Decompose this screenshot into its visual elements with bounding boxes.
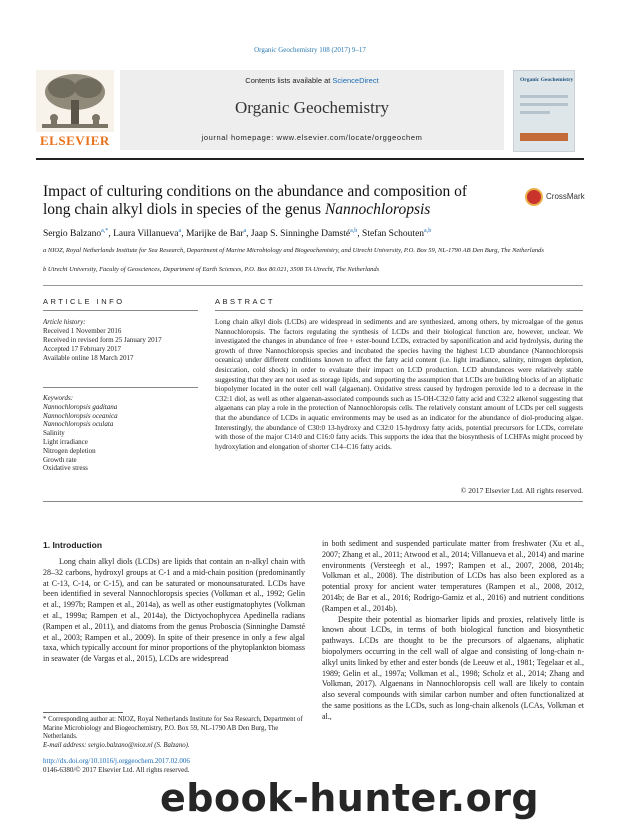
author-affiliation-mark[interactable]: a,b: [350, 228, 358, 234]
author-list: Sergio Balzano$^{a,*}$, Laura Villanueva$^a$, Marijke de Bar$^a$, Jaap S. Sinninghe Damsté$^{a,b}$, Stefan Schouten$^{a,b}$: [43, 228, 432, 240]
author-affiliation-mark[interactable]: a,*: [101, 228, 109, 234]
article-info-rule: [43, 310, 198, 311]
watermark-text: ebook-hunter.org: [160, 776, 540, 820]
section-rule: [43, 285, 583, 286]
footnote-rule: [43, 712, 123, 713]
keyword: Light irradiance: [43, 437, 88, 446]
article-info-heading: ARTICLE INFO: [43, 297, 125, 306]
keywords-rule: [43, 387, 198, 388]
contents-line: [120, 76, 504, 85]
sciencedirect-link[interactable]: ScienceDirect: [332, 76, 379, 85]
cover-decoration: [520, 103, 568, 106]
title-line-1: Impact of culturing conditions on the abundance and composition of: [43, 183, 467, 200]
crossmark-icon: [525, 188, 543, 206]
keyword: Nannochloropsis oculata: [43, 420, 114, 429]
abstract-text: Long chain alkyl diols (LCDs) are widespread in sediments and are synthesized, among others, by microalgae of the genus Nannochloropsis. The factors regulating the synthesis of LCDs and their biological function are, however, unclear. We investigated the changes in abundance of free + ester-bound LCDs, extracted by saponification and acid hydrolysis, during the growth of three Nannochloropsis species and incubated the species having the highest LCD abundance (Nannochloropsis oceanica) under different conditions known to affect the fatty acid content (i.e. light irradiance, salinity, nitrogen depletion, desiccation, cold shock) in order to evaluate their impact on LCD production. LCD abundances were relatively stable suggesting that they are not used as storage lipids, and supporting the assumption that LCDs are building blocks of an aliphatic biopolymer located in the outer cell wall (algaenan). Oxidative stress caused by hydrogen peroxide led to a decrease in the C32:1 diol, as well as other algaenan-associated compounds such as 15-OH-C32:0 fatty acid and C32:2 alkenol suggesting that algaenans can play a role in the protection of Nannochloropsis cells. The relatively constant amount of LCDs per cell suggests that the abundance of LCDs in aquatic environments may be used as an indicator for the abundance of diol-producing algae. Interestingly, the abundance of C30:0 13-hydroxy and C32:0 15-hydroxy fatty acids, potential precursors for LCDs, correlate with those of the major C14:0 and C16:0 fatty acids. This supports the idea that the biosynthesis of LCHFAs might proceed by hydroxylation and elongation of shorter C14–C16 fatty acids.: [215, 318, 583, 451]
body-column-right: [322, 539, 584, 723]
history-item: Received 1 November 2016: [43, 327, 122, 335]
publisher-name: ELSEVIER: [40, 133, 110, 148]
copyright-notice: © 2017 Elsevier Ltd. All rights reserved.: [460, 486, 583, 495]
crossmark-button[interactable]: [525, 186, 585, 210]
header-rule: [36, 158, 584, 160]
cover-decoration: [520, 133, 568, 141]
doi-block: [43, 757, 305, 775]
journal-cover-thumbnail: [513, 70, 575, 152]
body-rule: [43, 501, 583, 502]
doi-link[interactable]: http://dx.doi.org/10.1016/j.orggeochem.2017.02.006: [43, 757, 190, 765]
paragraph: Despite their potential as biomarker lipids and proxies, relatively little is known about LCDs, in terms of both biological function and biosynthetic pathways. LCDs are thought to be the precursors of algaenans, aliphatic biopolymers occurring in the cell wall of algae and consisting of long-chain n-alkyl units linked by ether and ester bonds (de Leeuw et al., 1981; Tegelaar et al., 1989; Gelin et al., 1997a; Volkman et al., 1998; Scholz et al., 2014; Zhang and Volkman, 2017). Algaenans in Nannochloropsis cell wall are likely to contain also several compounds with similar carbon number and often functionalized at the same positions as the LCDs, such as long-chain alkenols (LCAs, Volkman et al.,: [322, 614, 584, 721]
cover-title: Organic Geochemistry: [520, 77, 574, 83]
keyword: Nannochloropsis oceanica: [43, 411, 118, 420]
cover-decoration: [520, 111, 550, 114]
abstract-heading: ABSTRACT: [215, 297, 276, 306]
abstract-rule: [215, 310, 583, 311]
keywords-list: [43, 394, 198, 473]
history-item: Received in revised form 25 January 2017: [43, 336, 162, 344]
issn-line: 0146-6380/© 2017 Elsevier Ltd. All rights reserved.: [43, 766, 190, 774]
author-affiliation-mark[interactable]: a: [178, 228, 182, 234]
keyword: Nannochloropsis gaditana: [43, 402, 118, 411]
paragraph: in both sediment and suspended particulate matter from freshwater (Xu et al., 2007; Zhang et al., 2011; Atwood et al., 2014; Villanueva et al., 2014) and marine environments (Versteegh et al., 1997; Rampen et al., 2007, 2008, 2014b; Volkman et al., 2008). The distribution of LCDs has also been explored as a potential proxy for ancient water temperatures (Rampen et al., 2008, 2012, 2014b; de Bar et al., 2016; Rodrigo-Gamiz et al., 2016) and nutrient conditions (Rampen et al., 2014b).: [322, 539, 584, 613]
email-line[interactable]: E-mail address: sergio.balzano@nioz.nl (S. Balzano).: [43, 741, 190, 749]
journal-homepage[interactable]: journal homepage: www.elsevier.com/locate/orggeochem: [201, 133, 423, 142]
author-name[interactable]: Jaap S. Sinninghe Damsté: [250, 229, 351, 240]
keyword: Salinity: [43, 429, 65, 438]
footnote-text: * Corresponding author at: NIOZ, Royal Netherlands Institute for Sea Research, Department of Marine Microbiology and Biogeochemistry, P.O. Box 59, NL-1790 AB Den Burg, The Netherlands.: [43, 716, 303, 740]
introduction-heading: 1. Introduction: [43, 540, 103, 550]
contents-prefix: Contents lists available at: [245, 76, 333, 85]
affiliation-b: b Utrecht University, Faculty of Geosciences, Department of Earth Sciences, P.O. Box 80.021, 3508 TA Utrecht, The Netherlands: [43, 266, 380, 273]
body-column-left: Long chain alkyl diols (LCDs) are lipids that contain an n-alkyl chain with 28–32 carbons, hydroxyl groups at C-1 and a mid-chain position (predominantly at C-13, C-14, or C-15), and can be saturated or monounsaturated. LCDs have been identified in several Nannochloropsis species (Volkman et al., 1992; Gelin et al., 1997b; Rampen et al., 2014a), as well as other eustigmatophytes (Volkman et al., 1999a; Rampen et al., 2014a), the Dictyochophycea Apedinella radians (Rampen et al., 2011), and diatoms from the genus Proboscia (Sinninghe Damsté et al., 2003; Rampen et al., 2009). In spite of their presence in only a few algal taxa, which typically account for minor proportions of the phytoplankton biomass in seawater (de Vargas et al., 2015), LCDs are widespread: [43, 557, 305, 664]
crossmark-label: CrossMark: [546, 192, 585, 201]
author-name[interactable]: Sergio Balzano: [43, 229, 102, 240]
author-name[interactable]: Marijke de Bar: [185, 229, 244, 240]
title-genus: Nannochloropsis: [324, 201, 431, 218]
journal-reference[interactable]: Organic Geochemistry 108 (2017) 9–17: [254, 46, 366, 54]
keyword: Growth rate: [43, 455, 77, 464]
author-name[interactable]: Stefan Schouten: [362, 229, 425, 240]
cover-decoration: [520, 95, 568, 98]
affiliation-a: a NIOZ, Royal Netherlands Institute for Sea Research, Department of Marine Microbiology and Biogeochemistry, and Utrecht University, P.O. Box 59, NL-1790 AB Den Burg, The Netherlands: [43, 247, 544, 254]
keyword: Oxidative stress: [43, 464, 88, 473]
corresponding-author-footnote: [43, 716, 305, 750]
history-item: Accepted 17 February 2017: [43, 345, 121, 353]
title-line-2: long chain alkyl diols in species of the genus: [43, 201, 325, 218]
author-affiliation-mark[interactable]: a,b: [424, 228, 432, 234]
article-history: [43, 318, 198, 363]
keywords-heading: Keywords:: [43, 394, 74, 402]
keyword: Nitrogen depletion: [43, 446, 96, 455]
history-heading: Article history:: [43, 318, 86, 326]
author-name[interactable]: Laura Villanueva: [113, 229, 179, 240]
article-title: [43, 183, 503, 219]
journal-title: Organic Geochemistry: [234, 98, 390, 117]
history-item: Available online 18 March 2017: [43, 354, 134, 362]
author-affiliation-mark[interactable]: a: [243, 228, 247, 234]
